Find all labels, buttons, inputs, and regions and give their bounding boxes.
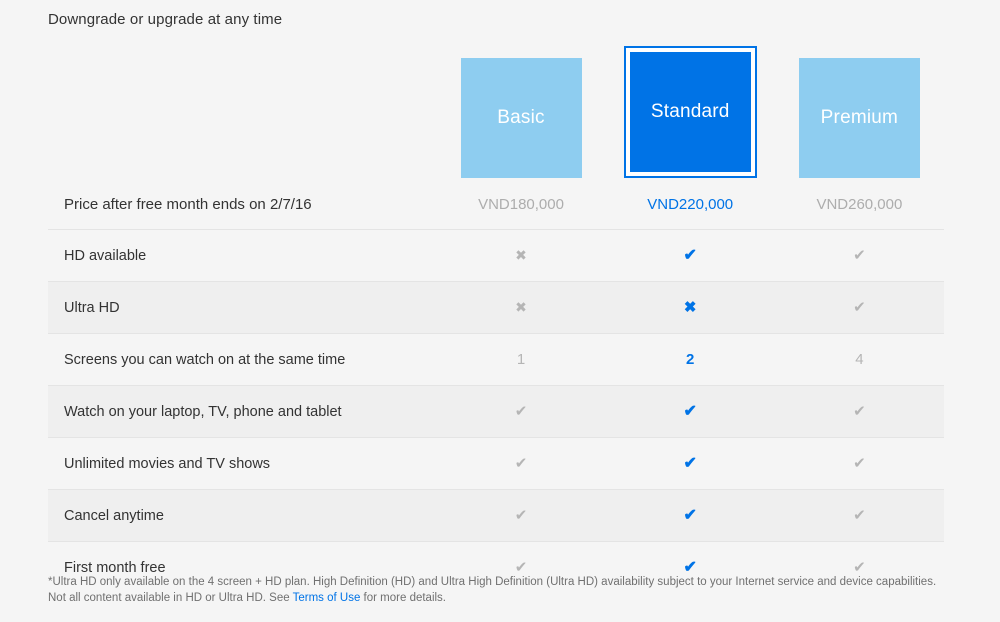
feature-value-standard <box>606 386 775 438</box>
feature-value-premium: 4 <box>775 334 944 386</box>
table-row <box>48 386 944 438</box>
check-icon: ✔ <box>514 454 528 472</box>
price-row <box>48 178 944 230</box>
feature-value-premium <box>775 282 944 334</box>
footnote-text-after: for more details. <box>360 592 447 604</box>
check-icon: ✔ <box>853 506 866 524</box>
plan-name-premium: Premium <box>820 107 899 128</box>
check-icon: ✔ <box>853 454 866 472</box>
plan-header-basic[interactable] <box>436 48 605 178</box>
check-icon: ✔ <box>853 402 866 420</box>
feature-value-standard <box>606 282 775 334</box>
price-row-label: Price after free month ends on 2/7/16 <box>64 196 312 213</box>
plan-box-outer-basic[interactable] <box>461 58 582 178</box>
footnote <box>48 574 948 606</box>
footnote-text-before: *Ultra HD only available on the 4 screen + HD plan. High Definition (HD) and Ultra High Definition (Ultra HD) availability subject to your Internet service and device capabilities. Not all content available in HD or Ultra HD. See <box>48 576 937 604</box>
feature-value-basic <box>436 282 605 334</box>
cross-icon: ✖ <box>683 298 697 316</box>
check-icon: ✔ <box>683 246 697 264</box>
check-icon: ✔ <box>683 454 697 472</box>
page-title: Downgrade or upgrade at any time <box>48 11 283 28</box>
feature-value-basic <box>436 386 605 438</box>
plan-header-standard[interactable] <box>606 48 775 178</box>
plan-box-standard[interactable] <box>630 52 751 172</box>
table-row <box>48 230 944 282</box>
feature-label: Screens you can watch on at the same time <box>48 334 436 386</box>
plan-name-standard: Standard <box>650 101 730 122</box>
feature-label: HD available <box>48 230 436 282</box>
feature-value-standard <box>606 438 775 490</box>
plan-header-row <box>48 48 944 178</box>
cross-icon: ✖ <box>515 298 527 315</box>
check-icon: ✔ <box>514 506 528 524</box>
check-icon: ✔ <box>514 402 528 420</box>
feature-value-premium <box>775 490 944 542</box>
table-row <box>48 334 944 386</box>
plan-box-premium[interactable] <box>799 58 920 178</box>
check-icon: ✔ <box>853 246 866 264</box>
feature-label: Cancel anytime <box>48 490 436 542</box>
feature-value-premium <box>775 230 944 282</box>
plan-box-outer-premium[interactable] <box>799 58 920 178</box>
feature-value-premium <box>775 386 944 438</box>
cross-icon: ✖ <box>515 246 527 263</box>
feature-value-standard <box>606 230 775 282</box>
feature-label: Unlimited movies and TV shows <box>48 438 436 490</box>
feature-label: First month free <box>48 542 436 594</box>
feature-value-standard <box>606 490 775 542</box>
feature-value-basic <box>436 438 605 490</box>
feature-value-premium <box>775 438 944 490</box>
table-row <box>48 438 944 490</box>
check-icon: ✔ <box>514 558 528 576</box>
check-icon: ✔ <box>853 298 866 316</box>
table-row <box>48 490 944 542</box>
feature-value-standard: 2 <box>606 334 775 386</box>
check-icon: ✔ <box>853 558 866 576</box>
plan-header-spacer <box>48 48 436 178</box>
plan-box-basic[interactable] <box>461 58 582 178</box>
terms-of-use-link[interactable]: Terms of Use <box>292 592 361 604</box>
feature-value-basic <box>436 230 605 282</box>
feature-label: Ultra HD <box>48 282 436 334</box>
table-row <box>48 282 944 334</box>
plan-box-outer-standard[interactable] <box>624 46 757 178</box>
plan-header-premium[interactable] <box>775 48 944 178</box>
plan-comparison-table <box>48 48 944 593</box>
check-icon: ✔ <box>683 558 697 576</box>
feature-value-basic <box>436 490 605 542</box>
feature-value-basic: 1 <box>436 334 605 386</box>
check-icon: ✔ <box>683 402 697 420</box>
price-basic: VND180,000 <box>478 196 564 213</box>
price-premium: VND260,000 <box>816 196 903 213</box>
feature-label: Watch on your laptop, TV, phone and tablet <box>48 386 436 438</box>
price-standard: VND220,000 <box>647 196 734 213</box>
check-icon: ✔ <box>683 506 697 524</box>
plan-name-basic: Basic <box>497 107 545 128</box>
